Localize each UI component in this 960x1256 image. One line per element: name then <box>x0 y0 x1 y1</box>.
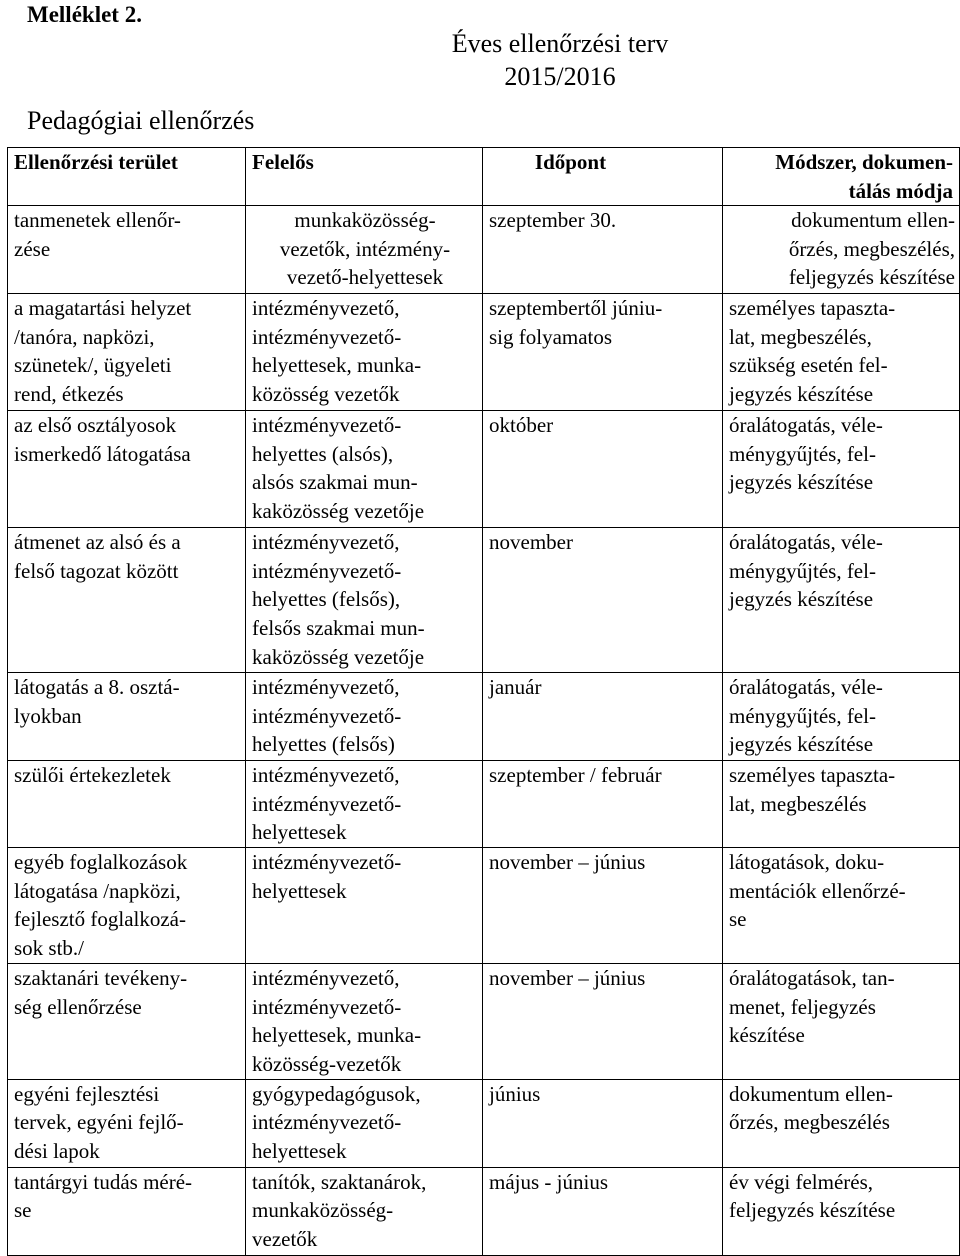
cell-area: szülői értekezletek <box>8 761 246 848</box>
cell-date: november <box>483 528 723 673</box>
cell-area: egyéb foglalkozások látogatása /napközi, fejlesztő foglalkozá- sok stb./ <box>8 848 246 964</box>
header-method: Módszer, dokumen- tálás módja <box>723 148 960 206</box>
cell-area: tantárgyi tudás méré- se <box>8 1167 246 1255</box>
table-row <box>8 294 960 411</box>
cell-responsible: tanítók, szaktanárok, munkaközösség- vezetők <box>246 1167 483 1255</box>
cell-method: dokumentum ellen- őrzés, megbeszélés, feljegyzés készítése <box>723 206 960 294</box>
cell-responsible: intézményvezető- helyettesek <box>246 848 483 964</box>
header-area: Ellenőrzési terület <box>8 148 246 206</box>
title-line-1: Éves ellenőrzési terv <box>451 29 669 58</box>
cell-method: év végi felmérés, feljegyzés készítése <box>723 1167 960 1255</box>
cell-method: óralátogatások, tan- menet, feljegyzés készítése <box>723 964 960 1079</box>
cell-area: átmenet az alsó és a felső tagozat között <box>8 528 246 673</box>
cell-responsible: intézményvezető- helyettes (alsós), alsós szakmai mun- kaközösség vezetője <box>246 411 483 528</box>
table-row <box>8 528 960 673</box>
cell-method: óralátogatás, véle- ménygyűjtés, fel- jegyzés készítése <box>723 673 960 761</box>
cell-date: szeptember / február <box>483 761 723 848</box>
inspection-plan-table <box>7 147 960 1256</box>
cell-area: tanmenetek ellenőr- zése <box>8 206 246 294</box>
cell-date: november – június <box>483 848 723 964</box>
cell-method: látogatások, doku- mentációk ellenőrzé- se <box>723 848 960 964</box>
cell-area: egyéni fejlesztési tervek, egyéni fejlő- dési lapok <box>8 1079 246 1167</box>
cell-date: június <box>483 1079 723 1167</box>
cell-method: személyes tapaszta- lat, megbeszélés, szükség esetén fel- jegyzés készítése <box>723 294 960 411</box>
cell-date: szeptembertől júniu- sig folyamatos <box>483 294 723 411</box>
cell-area: az első osztályosok ismerkedő látogatása <box>8 411 246 528</box>
cell-responsible: intézményvezető, intézményvezető- helyettesek, munka- közösség-vezetők <box>246 964 483 1079</box>
table-row <box>8 1167 960 1255</box>
table-row <box>8 964 960 1079</box>
cell-responsible: intézményvezető, intézményvezető- helyettes (felsős), felsős szakmai mun- kaközösség vezetője <box>246 528 483 673</box>
table-row <box>8 848 960 964</box>
table-row <box>8 673 960 761</box>
cell-method: óralátogatás, véle- ménygyűjtés, fel- jegyzés készítése <box>723 528 960 673</box>
table-row <box>8 1079 960 1167</box>
cell-date: november – június <box>483 964 723 1079</box>
cell-area: a magatartási helyzet /tanóra, napközi, szünetek/, ügyeleti rend, étkezés <box>8 294 246 411</box>
title-line-2: 2015/2016 <box>504 62 616 91</box>
table-row <box>8 411 960 528</box>
cell-responsible: intézményvezető, intézményvezető- helyettesek, munka- közösség vezetők <box>246 294 483 411</box>
cell-date: január <box>483 673 723 761</box>
cell-responsible: gyógypedagógusok, intézményvezető- helyettesek <box>246 1079 483 1167</box>
cell-method: személyes tapaszta- lat, megbeszélés <box>723 761 960 848</box>
cell-method: dokumentum ellen- őrzés, megbeszélés <box>723 1079 960 1167</box>
table-header-row <box>8 148 960 206</box>
section-title: Pedagógiai ellenőrzés <box>27 106 255 135</box>
cell-responsible: intézményvezető, intézményvezető- helyettesek <box>246 761 483 848</box>
document-title <box>400 27 720 93</box>
cell-responsible: munkaközösség- vezetők, intézmény- vezető-helyettesek <box>246 206 483 294</box>
cell-date: május - június <box>483 1167 723 1255</box>
table-row <box>8 206 960 294</box>
cell-area: szaktanári tevékeny- ség ellenőrzése <box>8 964 246 1079</box>
cell-date: szeptember 30. <box>483 206 723 294</box>
header-responsible: Felelős <box>246 148 483 206</box>
cell-responsible: intézményvezető, intézményvezető- helyettes (felsős) <box>246 673 483 761</box>
cell-date: október <box>483 411 723 528</box>
cell-area: látogatás a 8. osztá- lyokban <box>8 673 246 761</box>
cell-method: óralátogatás, véle- ménygyűjtés, fel- jegyzés készítése <box>723 411 960 528</box>
annex-label: Melléklet 2. <box>27 2 142 27</box>
header-date: Időpont <box>483 148 723 206</box>
table-row <box>8 761 960 848</box>
